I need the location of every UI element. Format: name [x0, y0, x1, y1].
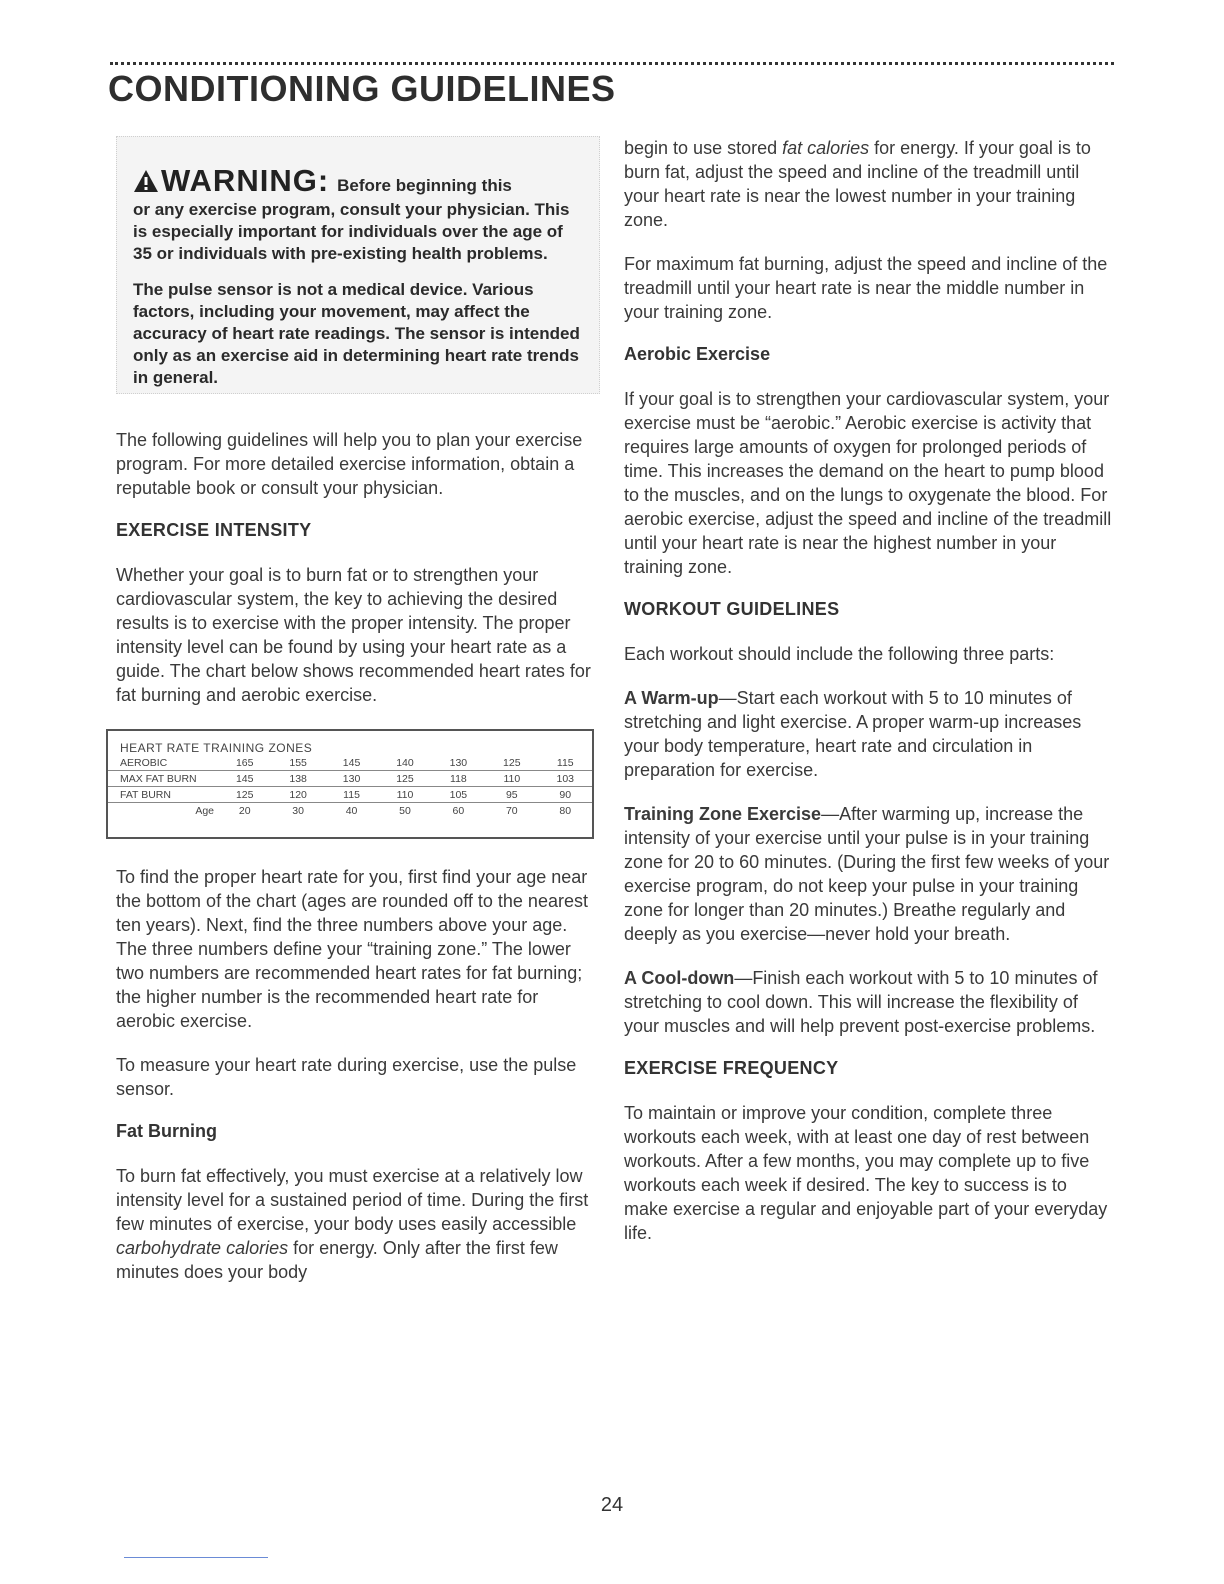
row-label: FAT BURN: [108, 787, 218, 803]
table-cell: 125: [218, 787, 271, 803]
table-cell: 90: [539, 787, 592, 803]
exercise-frequency-paragraph: To maintain or improve your condition, complete three workouts each week, with at least one day of rest between workouts. After a few months, you may complete up to five workouts each week if desired. The key to success is to make exercise a regular and enjoyable part of your everyday life.: [624, 1103, 1108, 1243]
chart-title: HEART RATE TRAINING ZONES: [120, 741, 313, 755]
age-cell: 70: [505, 804, 518, 817]
age-label: Age: [195, 804, 214, 817]
intro-paragraph: The following guidelines will help you to plan your exercise program. For more detailed exercise information, obtain a reputable book or consult your physician.: [116, 430, 583, 498]
warning-label: WARNING:: [161, 163, 330, 198]
right-column: [624, 136, 1114, 1265]
table-cell: 115: [325, 787, 378, 803]
age-cell: 80: [559, 804, 572, 817]
measure-heart-rate-paragraph: To measure your heart rate during exercise, use the pulse sensor.: [116, 1055, 577, 1099]
page-title: CONDITIONING GUIDELINES: [108, 68, 616, 109]
workout-intro-paragraph: Each workout should include the following three parts:: [624, 644, 1055, 664]
table-cell: 130: [325, 771, 378, 787]
fat-burning-paragraph: [116, 1164, 600, 1284]
warning-sensor-text: The pulse sensor is not a medical device. Various factors, including your movement, may affect the accuracy of heart rate readings. The sensor is intended only as an exercise aid in determining heart rate trends in general.: [133, 280, 580, 387]
table-cell: 165: [218, 755, 271, 771]
table-cell: 95: [485, 787, 538, 803]
heart-rate-table: [108, 755, 592, 818]
warning-triangle-icon: [133, 169, 159, 193]
left-column: [116, 136, 600, 1304]
table-cell: 110: [485, 771, 538, 787]
max-fat-burning-paragraph: For maximum fat burning, adjust the speed and incline of the treadmill until your heart rate is near the middle number in your training zone.: [624, 254, 1108, 322]
table-cell: 110: [378, 787, 431, 803]
table-row: [108, 755, 592, 771]
age-row: [108, 803, 592, 819]
age-cell: 20: [238, 804, 251, 817]
text-run: —Finish each workout with 5 to 10 minutes of stretching to cool down. This will increase the flexibility of your muscles and will help prevent post-exercise problems.: [624, 968, 1098, 1036]
table-cell: 140: [378, 755, 431, 771]
cool-down-paragraph: [624, 966, 1114, 1038]
table-row: [108, 787, 592, 803]
text-run: for energy. If your goal is to burn fat, adjust the speed and incline of the treadmill until your heart rate is near the lowest number in your training zone.: [624, 138, 1091, 230]
age-cell: 40: [345, 804, 358, 817]
table-cell: 125: [485, 755, 538, 771]
find-heart-rate-paragraph: To find the proper heart rate for you, first find your age near the bottom of the chart (ages are rounded off to the nearest ten years). Next, find the three numbers above your age. The three numbers define your “training zone.” The lower two numbers are recommended heart rates for fat burning; the higher number is the recommended heart rate for aerobic exercise.: [116, 867, 588, 1031]
table-cell: 118: [432, 771, 485, 787]
exercise-intensity-heading: EXERCISE INTENSITY: [116, 520, 312, 540]
training-zone-paragraph: [624, 802, 1114, 946]
heart-rate-chart: [106, 729, 594, 839]
table-cell: 145: [218, 771, 271, 787]
aerobic-heading: Aerobic Exercise: [624, 344, 771, 364]
row-label: MAX FAT BURN: [108, 771, 218, 787]
age-cell: 60: [452, 804, 465, 817]
text-run: To burn fat effectively, you must exercise at a relatively low intensity level for a sustained period of time. During the first few minutes of exercise, your body uses easily accessible: [116, 1166, 589, 1234]
aerobic-paragraph: If your goal is to strengthen your cardiovascular system, your exercise must be “aerobic.” Aerobic exercise is activity that requires large amounts of oxygen for prolonged periods of time. This increases the demand on the heart to pump blood to the muscles, and on the lungs to oxygenate the blood. For aerobic exercise, adjust the speed and incline of the treadmill until your heart rate is near the highest number in your training zone.: [624, 389, 1112, 577]
page-number: 24: [600, 1494, 624, 1516]
workout-guidelines-heading: WORKOUT GUIDELINES: [624, 599, 840, 619]
text-run: —Start each workout with 5 to 10 minutes of stretching and light exercise. A proper warm-up increases your body temperature, heart rate and circulation in preparation for exercise.: [624, 688, 1082, 780]
text-run: for energy. Only after the first few minutes does your body: [116, 1238, 558, 1282]
text-run: —After warming up, increase the intensity of your exercise until your pulse is in your training zone for 20 to 60 minutes. (During the first few weeks of your exercise program, do not keep your pulse in your training zone for longer than 20 minutes.) Breathe regularly and deeply as you exercise—never hold your breath.: [624, 804, 1110, 944]
run-in-heading: A Warm-up: [624, 688, 719, 708]
run-in-heading: Training Zone Exercise: [624, 804, 822, 824]
table-cell: 125: [378, 771, 431, 787]
text-run: begin to use stored: [624, 138, 783, 158]
run-in-heading: A Cool-down: [624, 968, 735, 988]
top-rule: [110, 62, 1114, 65]
exercise-frequency-heading: EXERCISE FREQUENCY: [624, 1058, 839, 1078]
warning-box: [116, 136, 600, 394]
warning-first-line: Before beginning this: [337, 176, 512, 195]
age-cell: 30: [292, 804, 304, 817]
row-label: AEROBIC: [108, 755, 218, 771]
table-cell: 155: [271, 755, 324, 771]
warning-text: or any exercise program, consult your physician. This is especially important for individuals over the age of 35 or individuals with pre-existing health problems.: [133, 200, 570, 263]
emphasis: fat calories: [782, 138, 870, 158]
table-cell: 130: [432, 755, 485, 771]
table-cell: 115: [539, 755, 592, 771]
table-row: [108, 771, 592, 787]
table-cell: 105: [432, 787, 485, 803]
table-cell: 120: [271, 787, 324, 803]
table-cell: 145: [325, 755, 378, 771]
exercise-intensity-paragraph: Whether your goal is to burn fat or to strengthen your cardiovascular system, the key to achieving the desired results is to exercise with the proper intensity. The proper intensity level can be found by using your heart rate as a guide. The chart below shows recommended heart rates for fat burning and aerobic exercise.: [116, 565, 591, 705]
warning-heading-row: [133, 163, 583, 199]
emphasis: carbohydrate calories: [116, 1238, 289, 1258]
fat-burning-continued-paragraph: [624, 136, 1114, 232]
warm-up-paragraph: [624, 686, 1114, 782]
age-cell: 50: [399, 804, 411, 817]
fat-burning-heading: Fat Burning: [116, 1121, 217, 1141]
table-cell: 138: [271, 771, 324, 787]
footer-rule: [124, 1557, 268, 1558]
table-cell: 103: [539, 771, 592, 787]
